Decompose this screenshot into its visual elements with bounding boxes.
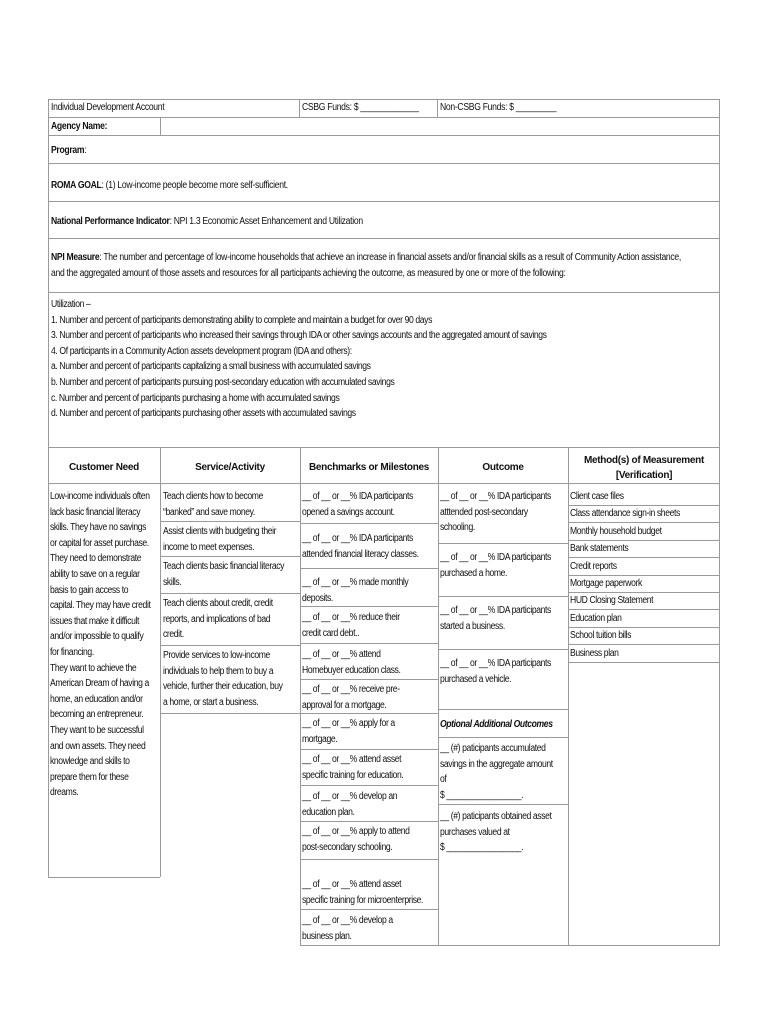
text-line: Teach clients basic financial literacy xyxy=(163,561,285,572)
npi-measure-line2: and the aggregated amount of those assets and resources for all participants achieving the outcome, as measured by one or more of the following: xyxy=(51,268,566,279)
benchmark-item xyxy=(302,824,427,855)
benchmark-item xyxy=(302,913,408,944)
divider xyxy=(160,117,161,135)
text-line: Credit reports xyxy=(570,560,617,572)
text-line: Education plan xyxy=(570,612,622,624)
text-line: schooling. xyxy=(440,522,475,534)
npi-measure-line1: NPI Measure: The number and percentage of low-income households that achieve an increase in financial assets and/or financial skills as a result of Community Action assistance, xyxy=(51,252,681,263)
text-line: Provide services to low-income xyxy=(163,650,270,661)
method-item xyxy=(570,593,667,609)
text-line: __ of __ or __% apply to attend xyxy=(302,826,410,837)
method-item xyxy=(570,646,626,662)
service-item xyxy=(163,596,291,643)
text-line: purchased a home. xyxy=(440,567,508,579)
text-line: $ _________________. xyxy=(440,789,524,801)
divider xyxy=(438,945,568,946)
cell-divider xyxy=(300,679,438,680)
text-line: __ of __ or __% attend asset xyxy=(302,754,402,765)
cell-divider xyxy=(568,662,720,663)
text-line: Homebuyer education class. xyxy=(302,664,401,676)
text-line: opened a savings account. xyxy=(302,506,395,518)
service-item xyxy=(163,559,304,590)
divider xyxy=(300,483,301,945)
text-line: $ _________________. xyxy=(440,842,524,854)
text-line: specific training for microenterprise. xyxy=(302,894,424,906)
text-line: __ of __ or __% IDA participants xyxy=(302,533,413,544)
method-item xyxy=(570,489,632,505)
text-line: __ (#) paticipants obtained asset xyxy=(440,811,552,822)
text-line: a. Number and percent of participants capitalizing a small business with accumulated savings xyxy=(51,361,371,373)
benchmark-item xyxy=(302,647,416,678)
divider xyxy=(48,135,720,136)
divider xyxy=(48,483,720,484)
text-line: for financing. xyxy=(50,646,94,658)
service-item xyxy=(163,648,302,710)
text-line: purchases valued at xyxy=(440,826,510,838)
service-item xyxy=(163,489,279,520)
cell-divider xyxy=(300,859,438,860)
text-line: issues that make it difficult xyxy=(50,615,139,627)
cell-divider xyxy=(438,596,568,597)
divider xyxy=(48,117,720,118)
cell-divider xyxy=(300,821,438,822)
text-line: Teach clients about credit, credit xyxy=(163,598,273,609)
text-line: knowledge and skills to xyxy=(50,756,130,768)
divider xyxy=(48,201,720,202)
text-line: attended financial literacy classes. xyxy=(302,548,419,560)
text-line: vehicle, further their education, buy xyxy=(163,681,283,693)
csbg-funds: CSBG Funds: $ _____________ xyxy=(302,102,419,113)
text-line: and/or impossible to qualify xyxy=(50,631,144,643)
customer-need-text xyxy=(50,489,167,801)
text-line: income to meet expenses. xyxy=(163,541,255,553)
text-line: credit. xyxy=(163,629,184,641)
col-service: Service/Activity xyxy=(195,462,265,473)
cell-divider xyxy=(300,713,438,714)
text-line: School tuition bills xyxy=(570,630,632,642)
benchmark-item xyxy=(302,610,416,641)
text-line: __ (#) paticipants accumulated xyxy=(440,743,546,754)
divider xyxy=(299,99,300,117)
cell-divider xyxy=(300,568,438,569)
text-line: a home, or start a business. xyxy=(163,696,259,708)
text-line: Mortgage paperwork xyxy=(570,578,642,589)
text-line: deposits. xyxy=(302,592,333,604)
text-line: becoming an entrepreneur. xyxy=(50,709,144,721)
method-item xyxy=(570,628,641,644)
divider xyxy=(438,483,439,945)
optional-outcomes-label: Optional Additional Outcomes xyxy=(440,719,553,730)
text-line: basis to gain access to xyxy=(50,584,129,596)
cell-divider xyxy=(160,556,300,557)
text-line: credit card debt.. xyxy=(302,627,360,639)
benchmark-item xyxy=(302,716,410,747)
text-line: __ of __ or __% IDA participants xyxy=(302,491,413,502)
text-line: post-secondary schooling. xyxy=(302,841,393,853)
method-item xyxy=(570,524,677,540)
text-line: capital. They may have credit xyxy=(50,600,151,612)
text-line: 4. Of participants in a Community Action assets development program (IDA and others): xyxy=(51,345,352,357)
text-line: Teach clients how to become xyxy=(163,491,263,502)
text-line: They need to demonstrate xyxy=(50,553,142,565)
cell-divider xyxy=(300,749,438,750)
text-line: Low-income individuals often xyxy=(50,491,150,502)
program-label: Program: xyxy=(51,145,87,156)
text-line: __ of __ or __% apply for a xyxy=(302,718,395,729)
service-item xyxy=(163,524,295,555)
method-item xyxy=(570,506,698,522)
method-item xyxy=(570,541,638,557)
utilization-list xyxy=(51,297,627,422)
cell-divider xyxy=(300,785,438,786)
text-line: approval for a mortgage. xyxy=(302,699,387,711)
text-line: business plan. xyxy=(302,930,352,942)
text-line: They want to achieve the xyxy=(50,662,137,674)
optional-outcomes-title xyxy=(440,717,571,733)
ida-label: Individual Development Account xyxy=(51,102,165,113)
text-line: or capital for asset purchase. xyxy=(50,537,149,549)
method-item xyxy=(570,576,654,592)
optional-outcome-1 xyxy=(440,741,571,803)
method-item xyxy=(570,559,624,575)
cell-divider xyxy=(438,709,568,710)
text-line: They want to be successful xyxy=(50,724,144,736)
text-line: individuals to help them to buy a xyxy=(163,665,274,677)
text-line: Assist clients with budgeting their xyxy=(163,526,277,537)
text-line: prepare them for these xyxy=(50,771,129,783)
text-line: dreams. xyxy=(50,787,79,799)
col-customer-need: Customer Need xyxy=(68,462,139,473)
text-line: 1. Number and percent of participants demonstrating ability to complete and maintain a budget for over 90 days xyxy=(51,314,432,326)
non-csbg-funds: Non-CSBG Funds: $ _________ xyxy=(440,102,557,113)
text-line: skills. They have no savings xyxy=(50,522,147,534)
text-line: __ of __ or __% attend asset xyxy=(302,879,402,890)
text-line: specific training for education. xyxy=(302,769,404,781)
cell-divider xyxy=(438,649,568,650)
divider xyxy=(437,99,438,117)
benchmark-item xyxy=(302,489,431,520)
cell-divider xyxy=(160,645,300,646)
agency-name-label: Agency Name: xyxy=(51,121,108,132)
cell-divider xyxy=(300,909,438,910)
benchmark-item xyxy=(302,789,413,820)
text-line: __ of __ or __% IDA participants xyxy=(440,491,551,502)
text-line: skills. xyxy=(163,576,182,588)
divider xyxy=(48,238,720,239)
text-line: mortgage. xyxy=(302,733,338,745)
text-line: started a business. xyxy=(440,620,505,632)
text-line: Business plan xyxy=(570,647,619,659)
npi-indicator: National Performance Indicator: NPI 1.3 Economic Asset Enhancement and Utilization xyxy=(51,216,363,227)
text-line: HUD Closing Statement xyxy=(570,595,654,607)
text-line: home, an education and/or xyxy=(50,693,143,705)
text-line: purchased a vehicle. xyxy=(440,673,512,685)
benchmark-item xyxy=(302,877,443,908)
outcome-item xyxy=(440,656,569,687)
text-line: __ of __ or __% IDA participants xyxy=(440,658,551,669)
text-line: d. Number and percent of participants purchasing other assets with accumulated savings xyxy=(51,408,356,420)
col-method: Method(s) of Measurement [Verification] xyxy=(583,455,705,481)
outcome-item xyxy=(440,603,569,634)
divider xyxy=(48,877,160,878)
outcome-item xyxy=(440,550,569,581)
divider xyxy=(719,483,720,945)
cell-divider xyxy=(300,643,438,644)
text-line: of xyxy=(440,774,447,786)
divider xyxy=(48,163,720,164)
text-line: 3. Number and percent of participants who increased their savings through IDA or other savings accounts and the aggregated amount of savings xyxy=(51,330,547,342)
benchmark-item xyxy=(302,575,426,606)
benchmark-item xyxy=(302,682,416,713)
text-line: __ of __ or __% IDA participants xyxy=(440,605,551,616)
divider xyxy=(160,713,300,714)
text-line: “banked” and save money. xyxy=(163,506,255,518)
text-line: __ of __ or __% develop a xyxy=(302,915,393,926)
method-item xyxy=(570,611,630,627)
divider xyxy=(300,945,438,946)
text-line: __ of __ or __% develop an xyxy=(302,791,398,802)
optional-outcome-2 xyxy=(440,809,570,856)
text-line: and own assets. They need xyxy=(50,740,146,752)
right-border xyxy=(719,99,720,447)
text-line: ability to save on a regular xyxy=(50,568,140,580)
text-line: Monthly household budget xyxy=(570,525,662,537)
text-line: __ of __ or __% IDA participants xyxy=(440,552,551,563)
benchmark-item xyxy=(302,531,438,562)
outcome-item xyxy=(440,489,569,536)
text-line: __ of __ or __% reduce their xyxy=(302,612,400,623)
text-line: education plan. xyxy=(302,806,355,818)
text-line: Class attendance sign-in sheets xyxy=(570,508,680,520)
col-benchmarks: Benchmarks or Milestones xyxy=(308,462,430,473)
benchmark-item xyxy=(302,752,420,783)
left-border xyxy=(48,99,49,447)
roma-goal: ROMA GOAL: (1) Low-income people become more self-sufficient. xyxy=(51,180,288,191)
divider xyxy=(48,447,720,448)
text-line: American Dream of having a xyxy=(50,678,149,690)
cell-divider xyxy=(300,523,438,524)
text-line: Bank statements xyxy=(570,543,629,555)
cell-divider xyxy=(438,737,568,738)
text-line: b. Number and percent of participants pursuing post-secondary education with accumulated savings xyxy=(51,376,395,388)
cell-divider xyxy=(438,804,568,805)
text-line: Client case files xyxy=(570,491,624,502)
text-line: __ of __ or __% receive pre- xyxy=(302,684,400,695)
text-line: __ of __ or __% attend xyxy=(302,649,381,660)
text-line: atttended post-secondary xyxy=(440,506,528,518)
divider xyxy=(48,292,720,293)
divider xyxy=(568,945,720,946)
cell-divider xyxy=(160,593,300,594)
cell-divider xyxy=(160,521,300,522)
cell-divider xyxy=(300,606,438,607)
text-line: savings in the aggregate amount xyxy=(440,758,553,770)
col-outcome: Outcome xyxy=(482,462,524,473)
text-line: Utilization – xyxy=(51,299,91,310)
text-line: c. Number and percent of participants purchasing a home with accumulated savings xyxy=(51,392,340,404)
text-line: lack basic financial literacy xyxy=(50,506,141,518)
cell-divider xyxy=(438,543,568,544)
divider xyxy=(48,483,49,877)
text-line: reports, and implications of bad xyxy=(163,613,271,625)
text-line: __ of __ or __% made monthly xyxy=(302,577,409,588)
